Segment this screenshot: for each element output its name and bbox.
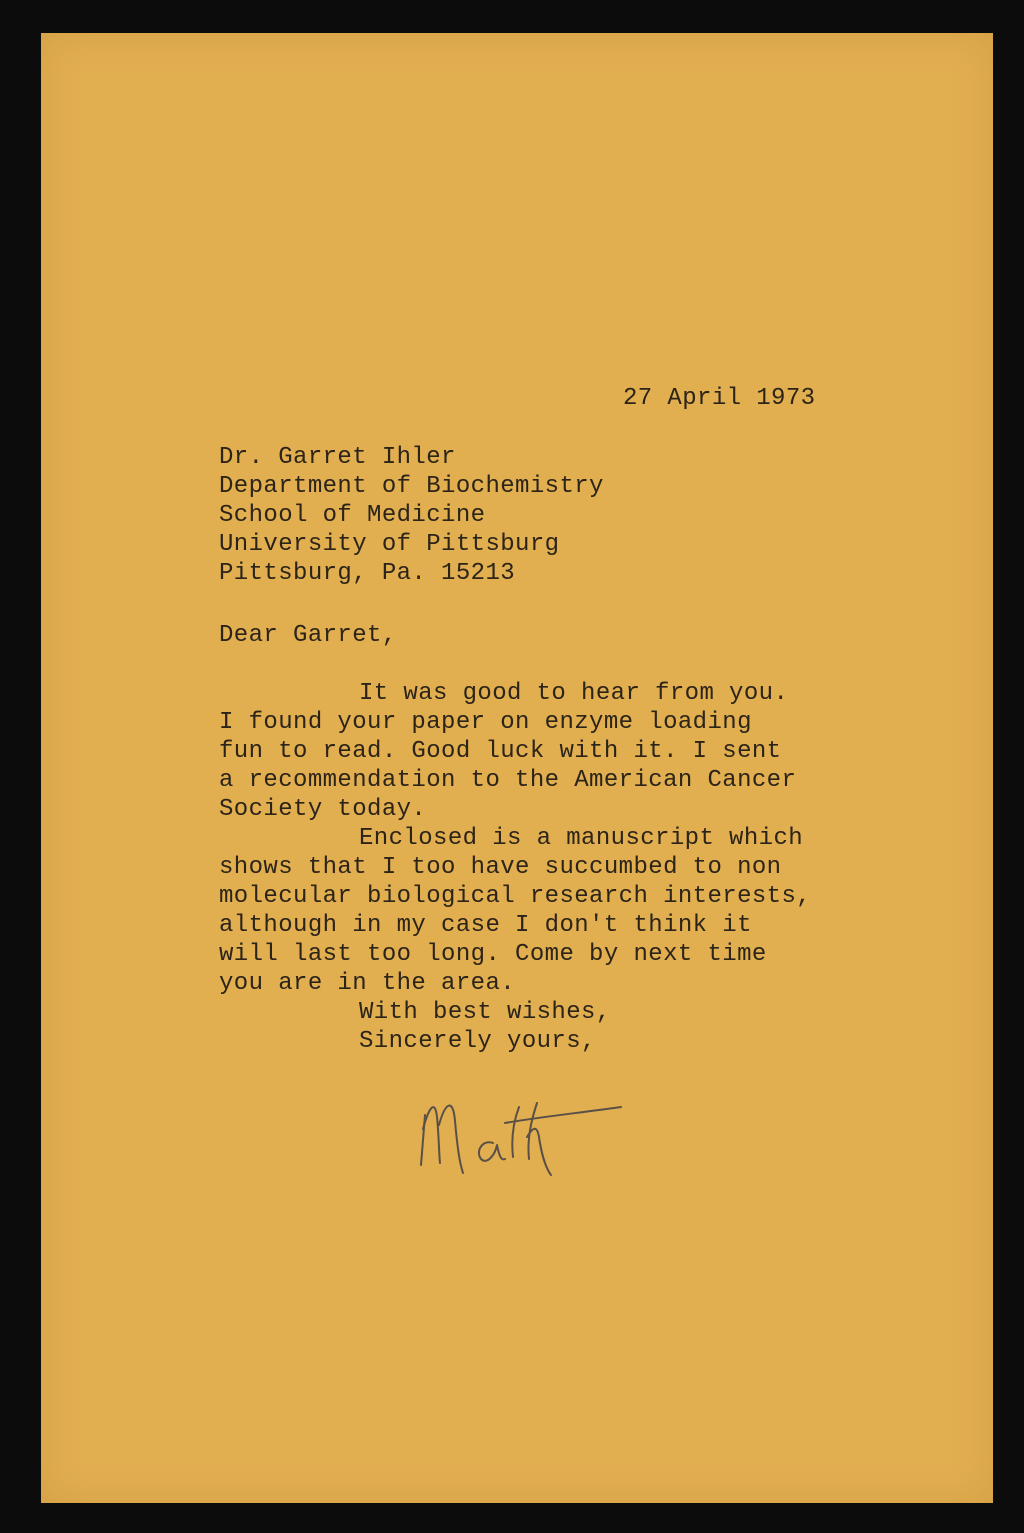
body-line: a recommendation to the American Cancer	[219, 767, 797, 794]
body-line: molecular biological research interests,	[219, 883, 812, 910]
body-line: Society today.	[219, 796, 427, 823]
body-line: fun to read. Good luck with it. I sent	[219, 738, 782, 765]
body-line: you are in the area.	[219, 970, 516, 997]
body-line: It was good to hear from you.	[359, 680, 789, 707]
body-line: will last too long. Come by next time	[219, 941, 767, 968]
letter-date: 27 April 1973	[623, 385, 816, 412]
body-line: although in my case I don't think it	[219, 912, 752, 939]
salutation: Dear Garret,	[219, 622, 397, 649]
recipient-address	[219, 443, 604, 588]
body-line: shows that I too have succumbed to non	[219, 854, 782, 881]
handwritten-signature	[409, 1077, 629, 1177]
body-line: Sincerely yours,	[359, 1028, 596, 1055]
address-line: Pittsburg, Pa. 15213	[219, 560, 516, 587]
address-line: University of Pittsburg	[219, 531, 560, 558]
address-line: School of Medicine	[219, 502, 486, 529]
letter-body	[219, 679, 811, 1056]
salutation-block	[219, 621, 397, 650]
body-line: With best wishes,	[359, 999, 611, 1026]
body-line: I found your paper on enzyme loading	[219, 709, 752, 736]
address-line: Dr. Garret Ihler	[219, 444, 456, 471]
letter-page	[41, 33, 993, 1503]
address-line: Department of Biochemistry	[219, 473, 604, 500]
body-line: Enclosed is a manuscript which	[359, 825, 804, 852]
